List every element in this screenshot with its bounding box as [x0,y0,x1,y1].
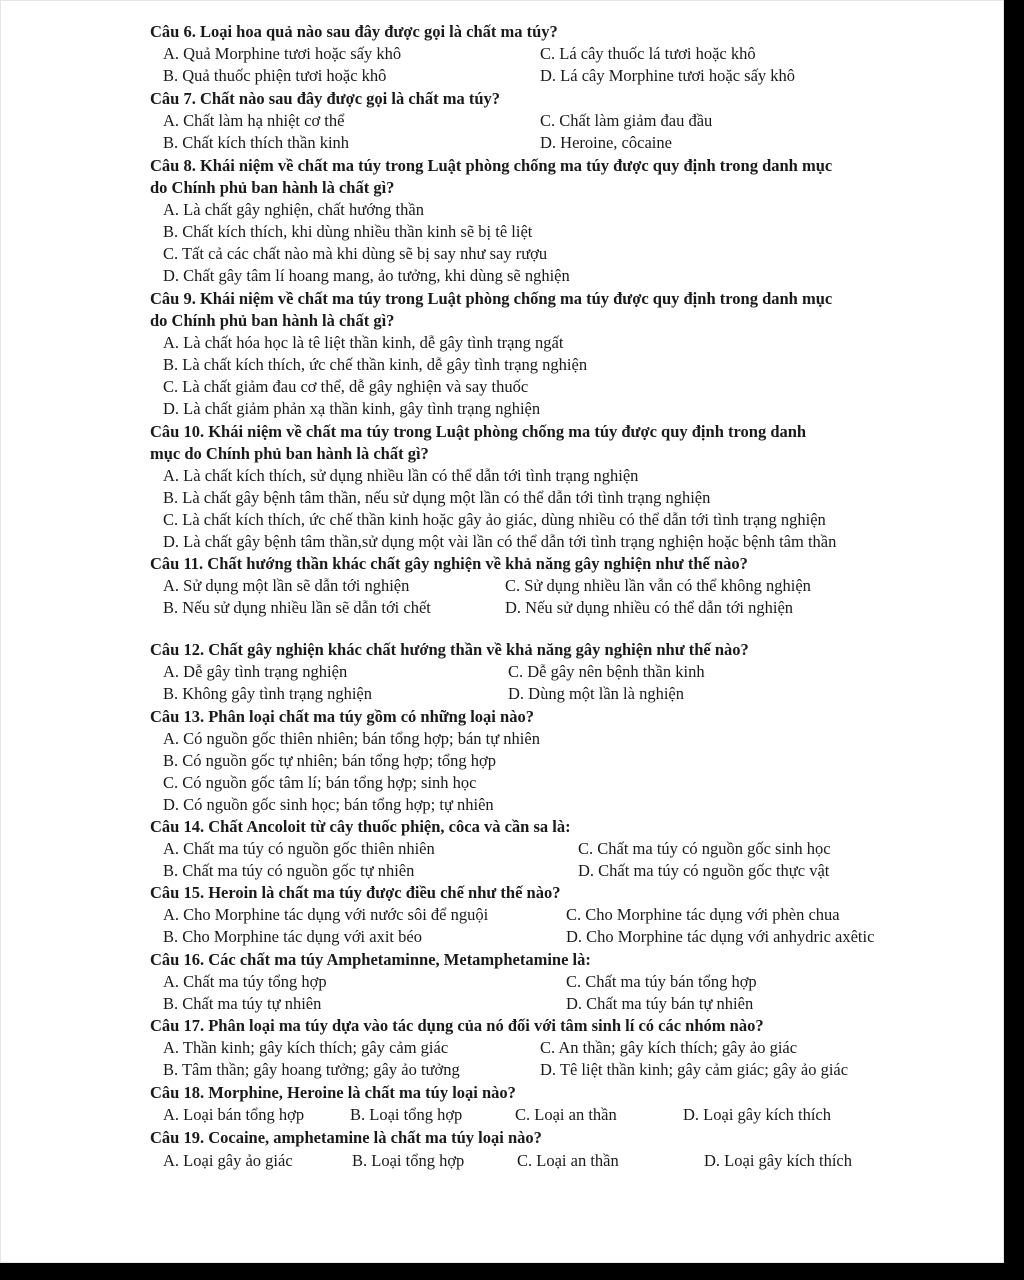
q16-option-a: A. Chất ma túy tổng hợp [163,972,327,991]
q9-option-b: B. Là chất kích thích, ức chế thần kinh, dễ gây tình trạng nghiện [163,355,588,374]
q19-option-a: A. Loại gây ảo giác [163,1151,293,1170]
q12-option-a: A. Dễ gây tình trạng nghiện [163,662,348,681]
question-11-title: Câu 11. Chất hướng thần khác chất gây nghiện về khả năng gây nghiện như thế nào? [150,554,748,573]
question-10-title-cont: mục do Chính phủ ban hành là chất gì? [150,444,429,463]
q18-option-b: B. Loại tổng hợp [350,1105,463,1124]
q15-option-d: D. Cho Morphine tác dụng với anhydric axêtic [566,927,875,946]
q13-option-c: C. Có nguồn gốc tâm lí; bán tổng hợp; sinh học [163,773,477,792]
question-9-title-cont: do Chính phủ ban hành là chất gì? [150,311,395,330]
q13-option-d: D. Có nguồn gốc sinh học; bán tổng hợp; tự nhiên [163,795,494,814]
question-15-title: Câu 15. Heroin là chất ma túy được điều chế như thế nào? [150,883,561,902]
q18-option-a: A. Loại bán tổng hợp [163,1105,305,1124]
q8-option-a: A. Là chất gây nghiện, chất hướng thần [163,200,424,219]
q14-option-a: A. Chất ma túy có nguồn gốc thiên nhiên [163,839,435,858]
question-10-title: Câu 10. Khái niệm về chất ma túy trong Luật phòng chống ma túy được quy định trong danh [150,422,807,441]
q15-option-b: B. Cho Morphine tác dụng với axit béo [163,927,422,946]
q14-option-b: B. Chất ma túy có nguồn gốc tự nhiên [163,861,415,880]
question-9-title: Câu 9. Khái niệm về chất ma túy trong Luật phòng chống ma túy được quy định trong danh mục [150,289,833,308]
q19-option-c: C. Loại an thần [517,1151,619,1170]
question-7-title: Câu 7. Chất nào sau đây được gọi là chất ma túy? [150,89,500,108]
q19-option-b: B. Loại tổng hợp [352,1151,465,1170]
q10-option-a: A. Là chất kích thích, sử dụng nhiều lần có thể dẫn tới tình trạng nghiện [163,466,639,485]
question-8-title: Câu 8. Khái niệm về chất ma túy trong Luật phòng chống ma túy được quy định trong danh mục [150,156,833,175]
q7-option-b: B. Chất kích thích thần kinh [163,133,350,152]
q19-option-d: D. Loại gây kích thích [704,1151,853,1170]
q11-option-d: D. Nếu sử dụng nhiều có thể dẫn tới nghiện [505,598,794,617]
q13-option-a: A. Có nguồn gốc thiên nhiên; bán tổng hợp; bán tự nhiên [163,729,540,748]
q12-option-c: C. Dễ gây nên bệnh thần kinh [508,662,705,681]
q6-option-b: B. Quả thuốc phiện tươi hoặc khô [163,66,387,85]
q15-option-a: A. Cho Morphine tác dụng với nước sôi để nguội [163,905,489,924]
question-18-title: Câu 18. Morphine, Heroine là chất ma túy loại nào? [150,1083,516,1102]
q9-option-c: C. Là chất giảm đau cơ thể, dễ gây nghiện và say thuốc [163,377,529,396]
question-19-title: Câu 19. Cocaine, amphetamine là chất ma túy loại nào? [150,1128,542,1147]
q15-option-c: C. Cho Morphine tác dụng với phèn chua [566,905,840,924]
q8-option-b: B. Chất kích thích, khi dùng nhiều thần kinh sẽ bị tê liệt [163,222,533,241]
q16-option-b: B. Chất ma túy tự nhiên [163,994,322,1013]
q12-option-d: D. Dùng một lần là nghiện [508,684,684,703]
question-14-title: Câu 14. Chất Ancoloit từ cây thuốc phiện, côca và cần sa là: [150,817,571,836]
question-16-title: Câu 16. Các chất ma túy Amphetaminne, Metamphetamine là: [150,950,591,969]
q9-option-d: D. Là chất giảm phản xạ thần kinh, gây tình trạng nghiện [163,399,541,418]
q17-option-b: B. Tâm thần; gây hoang tưởng; gây ảo tưởng [163,1060,460,1079]
q17-option-c: C. An thần; gây kích thích; gây ảo giác [540,1038,798,1057]
q17-option-d: D. Tê liệt thần kinh; gây cảm giác; gây ảo giác [540,1060,849,1079]
question-12-title: Câu 12. Chất gây nghiện khác chất hướng thần về khả năng gây nghiện như thế nào? [150,640,749,659]
question-17-title: Câu 17. Phân loại ma túy dựa vào tác dụng của nó đối với tâm sinh lí có các nhóm nào? [150,1016,764,1035]
q14-option-d: D. Chất ma túy có nguồn gốc thực vật [578,861,830,880]
q7-option-c: C. Chất làm giảm đau đầu [540,111,713,130]
q10-option-c: C. Là chất kích thích, ức chế thần kinh hoặc gây ảo giác, dùng nhiều có thể dẫn tới tình trạng nghiện [163,510,826,529]
q13-option-b: B. Có nguồn gốc tự nhiên; bán tổng hợp; tổng hợp [163,751,497,770]
q9-option-a: A. Là chất hóa học là tê liệt thần kinh, dễ gây tình trạng ngất [163,333,564,352]
q6-option-a: A. Quả Morphine tươi hoặc sấy khô [163,44,402,63]
q18-option-c: C. Loại an thần [515,1105,617,1124]
q7-option-d: D. Heroine, côcaine [540,133,672,152]
q11-option-a: A. Sử dụng một lần sẽ dẫn tới nghiện [163,576,410,595]
q10-option-d: D. Là chất gây bệnh tâm thần,sử dụng một vài lần có thể dẫn tới tình trạng nghiện hoặc bệnh tâm thần [163,532,837,551]
question-13-title: Câu 13. Phân loại chất ma túy gồm có những loại nào? [150,707,534,726]
q16-option-c: C. Chất ma túy bán tổng hợp [566,972,757,991]
question-8-title-cont: do Chính phủ ban hành là chất gì? [150,178,395,197]
q14-option-c: C. Chất ma túy có nguồn gốc sinh học [578,839,831,858]
q8-option-c: C. Tất cả các chất nào mà khi dùng sẽ bị say như say rượu [163,244,548,263]
question-6-title: Câu 6. Loại hoa quả nào sau đây được gọi là chất ma túy? [150,22,558,41]
q17-option-a: A. Thần kinh; gây kích thích; gây cảm giác [163,1038,449,1057]
q6-option-c: C. Lá cây thuốc lá tươi hoặc khô [540,44,756,63]
q16-option-d: D. Chất ma túy bán tự nhiên [566,994,754,1013]
q11-option-c: C. Sử dụng nhiều lần vẫn có thể không nghiện [505,576,811,595]
q10-option-b: B. Là chất gây bệnh tâm thần, nếu sử dụng một lần có thể dẫn tới tình trạng nghiện [163,488,711,507]
q18-option-d: D. Loại gây kích thích [683,1105,832,1124]
q12-option-b: B. Không gây tình trạng nghiện [163,684,372,703]
q11-option-b: B. Nếu sử dụng nhiều lần sẽ dẫn tới chết [163,598,431,617]
q8-option-d: D. Chất gây tâm lí hoang mang, ảo tưởng, khi dùng sẽ nghiện [163,266,570,285]
q7-option-a: A. Chất làm hạ nhiệt cơ thể [163,111,345,130]
q6-option-d: D. Lá cây Morphine tươi hoặc sấy khô [540,66,796,85]
